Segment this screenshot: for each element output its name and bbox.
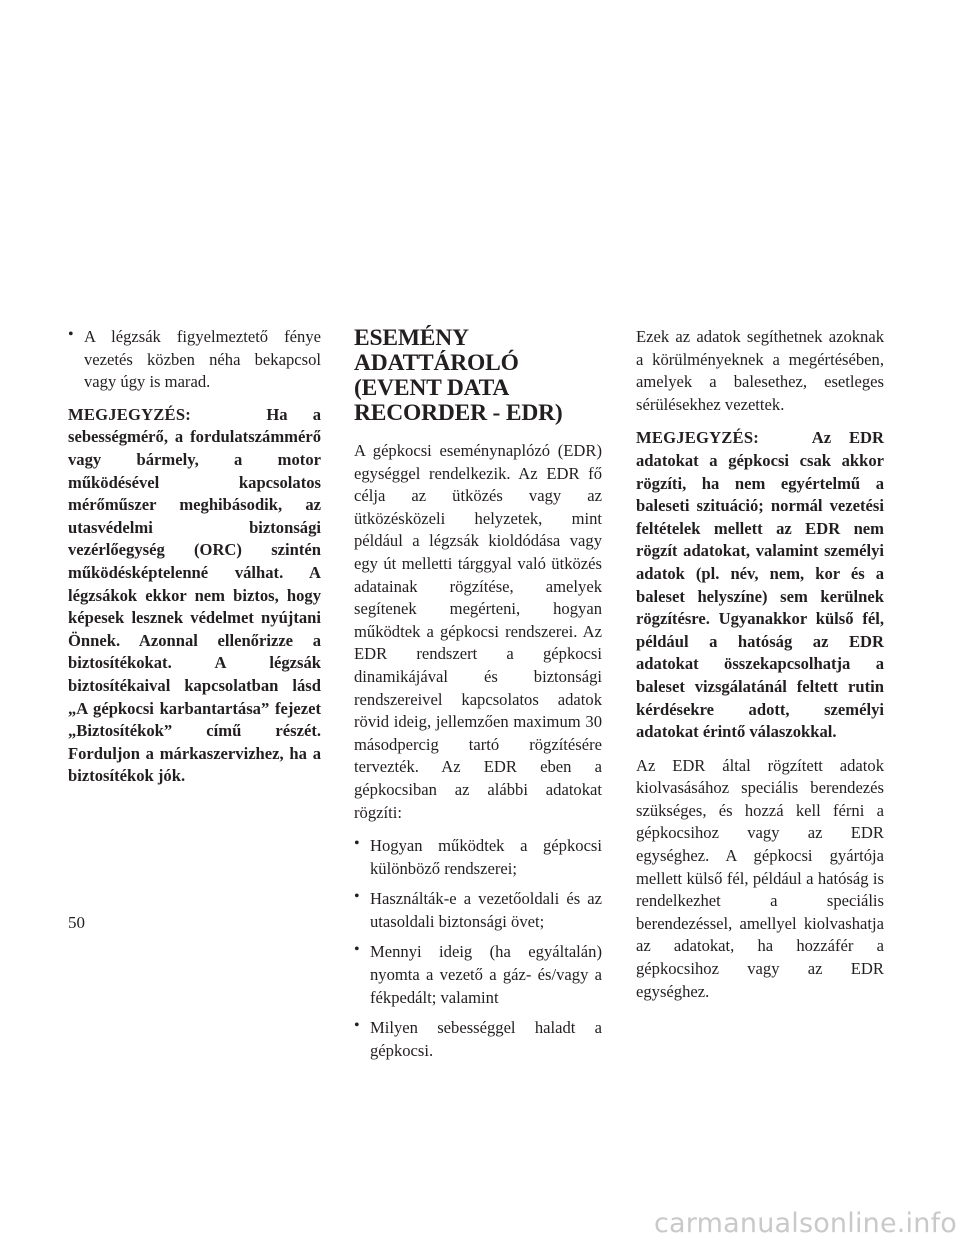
list-item bbox=[68, 326, 321, 394]
paragraph: Az EDR által rögzített adatok kiolvasásához speciális berendezés szükséges, és hozzá kell férni a gépkocsihoz vagy az EDR egységhez. A gépkocsi gyártója mellett külső fél, például a hatóság is rendelkezhet a speciális berendezéssel, amellyel kiolvashatja az adatokat, ha hozzáfér a gépkocsihoz vagy az EDR egységhez. bbox=[636, 755, 884, 1001]
bullet-text: Milyen sebességgel haladt a gépkocsi. bbox=[370, 1018, 602, 1060]
list-item bbox=[354, 941, 602, 1009]
middle-column bbox=[354, 326, 602, 1070]
bullet-text: Hogyan működtek a gépkocsi különböző rendszerei; bbox=[370, 836, 602, 878]
bullet-icon: • bbox=[354, 888, 360, 906]
intro-paragraph: A gépkocsi eseménynaplózó (EDR) egységgel rendelkezik. Az EDR fő célja az ütközés vagy az ütközésközeli helyzetek, mint például a légzsák kioldódása vagy egy út melletti tárggyal való ütközés adatainak rögzítése, amelyek segítenek megérteni, hogyan működtek a gépkocsi rendszerei. Az EDR rendszert a gépkocsi dinamikájával és biztonsági rendszereivel kapcsolatos adatok rövid ideig, jellemzően maximum 30 másodpercig tartó rögzítésére tervezték. Az EDR eben a gépkocsiban az alábbi adatokat rögzíti: bbox=[354, 441, 602, 822]
heading-line: (EVENT DATA bbox=[354, 375, 510, 401]
note-text: Ha a sebességmérő, a fordulatszámmérő vagy bármely, a motor működésével kapcsolatos mérőműszer meghibásodik, az utasvédelmi biztonsági vezérlőegység (ORC) szintén működésképtelenné válhat. A légzsákok ekkor nem biztos, hogy képesek lesznek védelmet nyújtani Önnek. Azonnal ellenőrizze a biztosítékokat. A légzsák biztosítékaival kapcsolatban lásd „A gépkocsi karbantartása” fejezet „Biztosítékok” című részét. Forduljon a márkaszervizhez, ha a biztosítékok jók. bbox=[68, 404, 321, 786]
heading-line: ESEMÉNY ADATTÁROLÓ bbox=[354, 325, 519, 376]
bullet-text: Használták-e a vezetőoldali és az utasoldali biztonsági övet; bbox=[370, 889, 602, 931]
list-item bbox=[354, 835, 602, 880]
left-column bbox=[68, 326, 321, 788]
bullet-text: A légzsák figyelmeztető fénye vezetés közben néha bekapcsol vagy úgy is marad. bbox=[84, 327, 321, 392]
warning-note bbox=[68, 404, 321, 788]
info-note bbox=[636, 427, 884, 743]
note-label: MEGJEGYZÉS: bbox=[636, 428, 759, 448]
note-label: MEGJEGYZÉS: bbox=[68, 404, 191, 424]
page-number: 50 bbox=[68, 913, 85, 932]
paragraph: Ezek az adatok segíthetnek azoknak a körülményeknek a megértésében, amelyek a balesethez, esetleges sérülésekhez vezettek. bbox=[636, 327, 884, 414]
bullet-icon: • bbox=[68, 326, 74, 343]
bullet-text: Mennyi ideig (ha egyáltalán) nyomta a vezető a gáz- és/vagy a fékpedált; valamint bbox=[370, 942, 602, 1007]
bullet-icon: • bbox=[354, 835, 360, 853]
bullet-icon: • bbox=[354, 941, 360, 959]
list-item bbox=[354, 1017, 602, 1062]
watermark: carmanualsonline.info bbox=[654, 1208, 957, 1239]
bullet-icon: • bbox=[354, 1017, 360, 1035]
note-text: Az EDR adatokat a gépkocsi csak akkor rögzíti, ha nem egyértelmű a baleseti szituáció; normál vezetési feltételek mellett az EDR nem rögzít adatokat, valamint személyi adatok (pl. név, nem, kor és a baleset helyszíne) sem kerülnek rögzítésre. Ugyanakkor külső fél, például a hatóság az EDR adatokat összekapcsolhatja a baleset vizsgálatánál feltett rutin kérdésekre adott, személyi adatokat érintő válaszokkal. bbox=[636, 428, 884, 742]
section-heading bbox=[354, 326, 602, 426]
list-item bbox=[354, 888, 602, 933]
heading-line: RECORDER - EDR) bbox=[354, 400, 563, 426]
right-column bbox=[636, 326, 884, 1014]
